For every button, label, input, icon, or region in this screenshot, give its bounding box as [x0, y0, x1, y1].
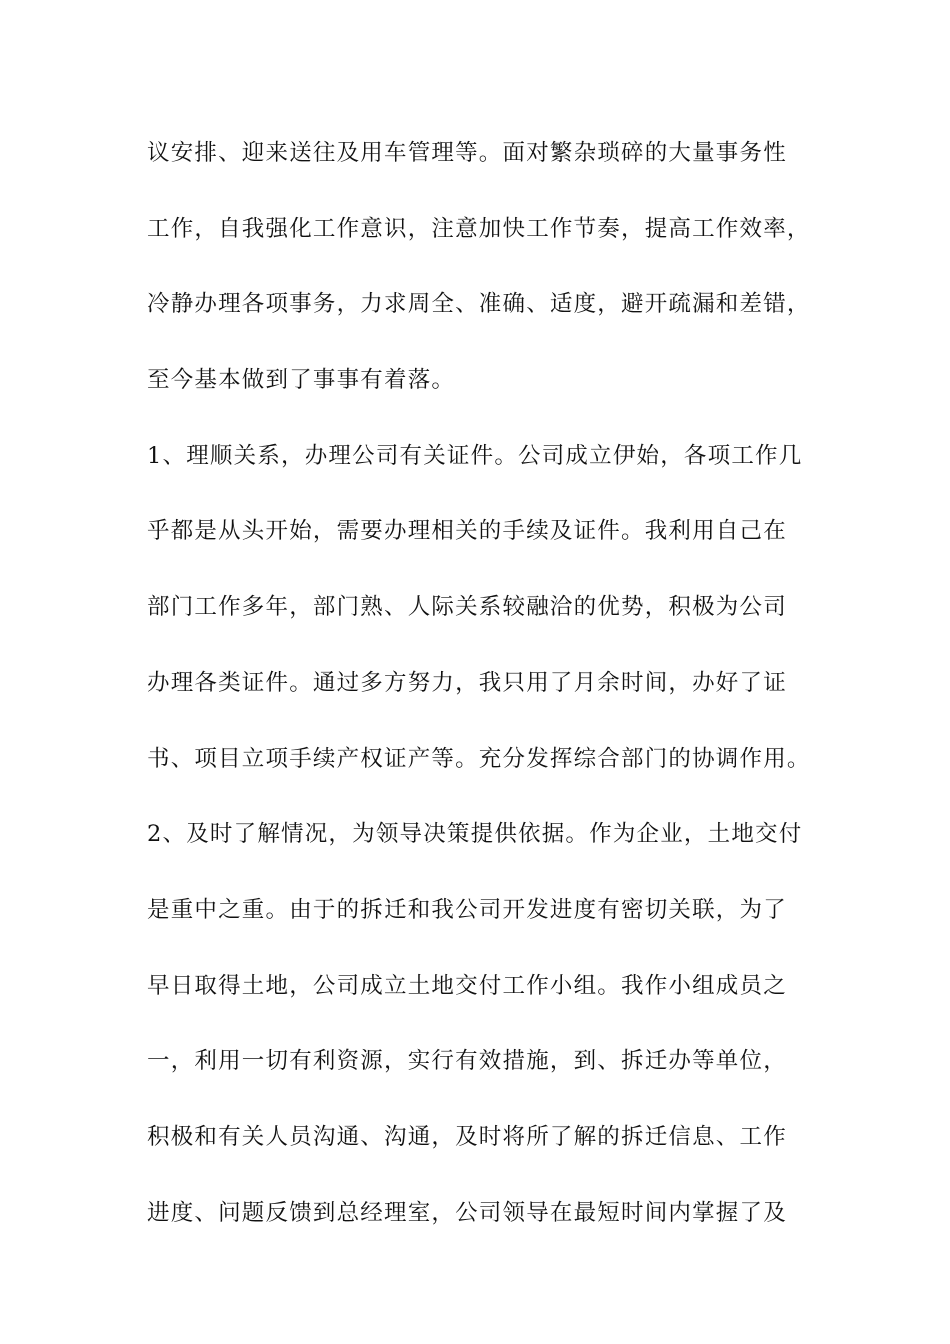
- text-line: 一，利用一切有利资源，实行有效措施，到、拆迁办等单位，: [147, 1048, 787, 1075]
- text-line: 1、理顺关系，办理公司有关证件。公司成立伊始，各项工作几: [147, 442, 803, 469]
- text-line: 是重中之重。由于的拆迁和我公司开发进度有密切关联，为了: [147, 896, 787, 923]
- text-line: 工作，自我强化工作意识，注意加快工作节奏，提高工作效率，: [147, 215, 811, 242]
- text-line: 书、项目立项手续产权证产等。充分发挥综合部门的协调作用。: [147, 745, 811, 772]
- text-line: 办理各类证件。通过多方努力，我只用了月余时间，办好了证: [147, 669, 787, 696]
- text-line: 议安排、迎来送往及用车管理等。面对繁杂琐碎的大量事务性: [147, 140, 787, 166]
- text-line: 2、及时了解情况，为领导决策提供依据。作为企业，土地交付: [147, 821, 803, 848]
- text-line: 至今基本做到了事事有着落。: [147, 367, 456, 394]
- text-line: 积极和有关人员沟通、沟通，及时将所了解的拆迁信息、工作: [147, 1123, 787, 1150]
- body-text: [147, 131, 827, 1266]
- text-line: 冷静办理各项事务，力求周全、准确、适度，避开疏漏和差错，: [147, 291, 811, 318]
- text-line: 部门工作多年，部门熟、人际关系较融洽的优势，积极为公司: [147, 594, 787, 621]
- text-line: 乎都是从头开始，需要办理相关的手续及证件。我利用自己在: [147, 518, 787, 545]
- text-line: 早日取得土地，公司成立土地交付工作小组。我作小组成员之: [147, 972, 787, 999]
- text-line: 进度、问题反馈到总经理室，公司领导在最短时间内掌握了及: [147, 1199, 787, 1226]
